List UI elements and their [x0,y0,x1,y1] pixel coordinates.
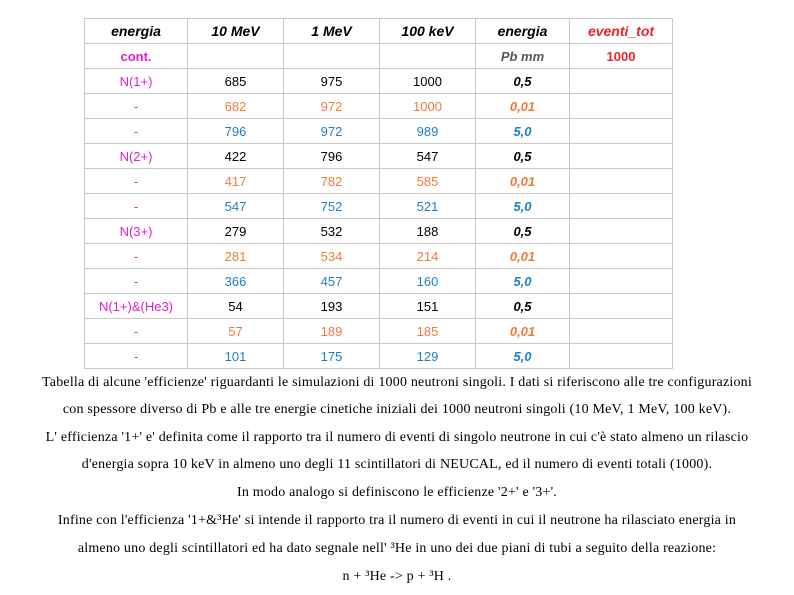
row-label: - [85,244,188,269]
efficiency-cell: 547 [380,144,476,169]
empty-cell [284,44,380,69]
subheader-cont: cont. [85,44,188,69]
header-row [85,19,673,44]
efficiency-cell: 185 [380,319,476,344]
caption-line: Infine con l'efficienza '1+&³He' si intende il rapporto tra il numero di eventi in cui il neutrone ha rilasciato energia in [57,513,737,528]
pb-thickness-cell: 5,0 [476,119,570,144]
caption-line: Tabella di alcune 'efficienze' riguardanti le simulazioni di 1000 neutroni singoli. I dati si riferiscono alle tre configurazioni [42,375,752,390]
efficiency-cell: 685 [188,69,284,94]
pb-thickness-cell: 0,01 [476,244,570,269]
table-row [85,119,673,144]
empty-cell [380,44,476,69]
row-label: - [85,169,188,194]
pb-thickness-cell: 0,01 [476,319,570,344]
empty-cell [570,119,673,144]
caption-line: con spessore diverso di Pb e alle tre energie cinetiche iniziali dei 1000 neutroni singoli (10 MeV, 1 MeV, 100 keV). [62,402,732,417]
efficiency-cell: 457 [284,269,380,294]
efficiency-cell: 160 [380,269,476,294]
table-row [85,269,673,294]
efficiency-cell: 188 [380,219,476,244]
caption-line: n + ³He -> p + ³H . [342,569,452,584]
efficiency-cell: 422 [188,144,284,169]
pb-thickness-cell: 0,5 [476,69,570,94]
table-row [85,344,673,369]
empty-cell [188,44,284,69]
row-label: N(2+) [85,144,188,169]
pb-thickness-cell: 0,5 [476,294,570,319]
empty-cell [570,269,673,294]
table-row [85,294,673,319]
efficiency-cell: 585 [380,169,476,194]
efficiency-cell: 366 [188,269,284,294]
row-label: N(3+) [85,219,188,244]
efficiency-cell: 521 [380,194,476,219]
empty-cell [570,94,673,119]
efficiency-cell: 214 [380,244,476,269]
row-label: - [85,94,188,119]
row-label: N(1+)&(He3) [85,294,188,319]
header-100kev: 100 keV [380,19,476,44]
table-row [85,169,673,194]
efficiency-cell: 972 [284,94,380,119]
table-row [85,319,673,344]
empty-cell [570,169,673,194]
efficiency-cell: 682 [188,94,284,119]
empty-cell [570,219,673,244]
efficiency-cell: 193 [284,294,380,319]
efficiency-cell: 534 [284,244,380,269]
pb-thickness-cell: 0,01 [476,94,570,119]
efficiency-cell: 417 [188,169,284,194]
subheader-row [85,44,673,69]
subheader-total: 1000 [570,44,673,69]
row-label: - [85,194,188,219]
efficiency-cell: 101 [188,344,284,369]
efficiency-cell: 1000 [380,94,476,119]
efficiency-cell: 54 [188,294,284,319]
empty-cell [570,194,673,219]
efficiency-cell: 975 [284,69,380,94]
pb-thickness-cell: 0,01 [476,169,570,194]
pb-thickness-cell: 5,0 [476,344,570,369]
empty-cell [570,344,673,369]
empty-cell [570,144,673,169]
efficiency-cell: 989 [380,119,476,144]
pb-thickness-cell: 0,5 [476,144,570,169]
row-label: - [85,344,188,369]
row-label: N(1+) [85,69,188,94]
empty-cell [570,244,673,269]
efficiency-cell: 279 [188,219,284,244]
subheader-pb-mm: Pb mm [476,44,570,69]
caption-line: In modo analogo si definiscono le efficienze '2+' e '3+'. [236,485,558,500]
row-label: - [85,319,188,344]
efficiency-cell: 151 [380,294,476,319]
table-row [85,244,673,269]
pb-thickness-cell: 0,5 [476,219,570,244]
efficiency-cell: 796 [188,119,284,144]
efficiency-table-container [84,18,672,369]
efficiency-cell: 547 [188,194,284,219]
efficiency-cell: 175 [284,344,380,369]
header-1mev: 1 MeV [284,19,380,44]
header-energia: energia [85,19,188,44]
empty-cell [570,319,673,344]
efficiency-cell: 129 [380,344,476,369]
pb-thickness-cell: 5,0 [476,269,570,294]
efficiency-cell: 796 [284,144,380,169]
pb-thickness-cell: 5,0 [476,194,570,219]
efficiency-cell: 189 [284,319,380,344]
caption-line: L' efficienza '1+' e' definita come il rapporto tra il numero di eventi di singolo neutrone in cui c'è stato almeno un rilascio [45,430,749,445]
table-row [85,144,673,169]
row-label: - [85,119,188,144]
caption-line: almeno uno degli scintillatori ed ha dato segnale nell' ³He in uno dei due piani di tubi a seguito della reazione: [77,541,717,556]
header-energia-pb: energia [476,19,570,44]
efficiency-cell: 281 [188,244,284,269]
table-row [85,219,673,244]
efficiency-table [84,18,673,369]
table-row [85,69,673,94]
row-label: - [85,269,188,294]
header-10mev: 10 MeV [188,19,284,44]
table-row [85,194,673,219]
efficiency-cell: 972 [284,119,380,144]
efficiency-cell: 532 [284,219,380,244]
empty-cell [570,69,673,94]
caption-line: d'energia sopra 10 keV in almeno uno degli 11 scintillatori di NEUCAL, ed il numero di eventi totali (1000). [81,457,713,472]
header-eventi-tot: eventi_tot [570,19,673,44]
efficiency-cell: 1000 [380,69,476,94]
efficiency-cell: 752 [284,194,380,219]
efficiency-cell: 57 [188,319,284,344]
table-row [85,94,673,119]
efficiency-cell: 782 [284,169,380,194]
empty-cell [570,294,673,319]
